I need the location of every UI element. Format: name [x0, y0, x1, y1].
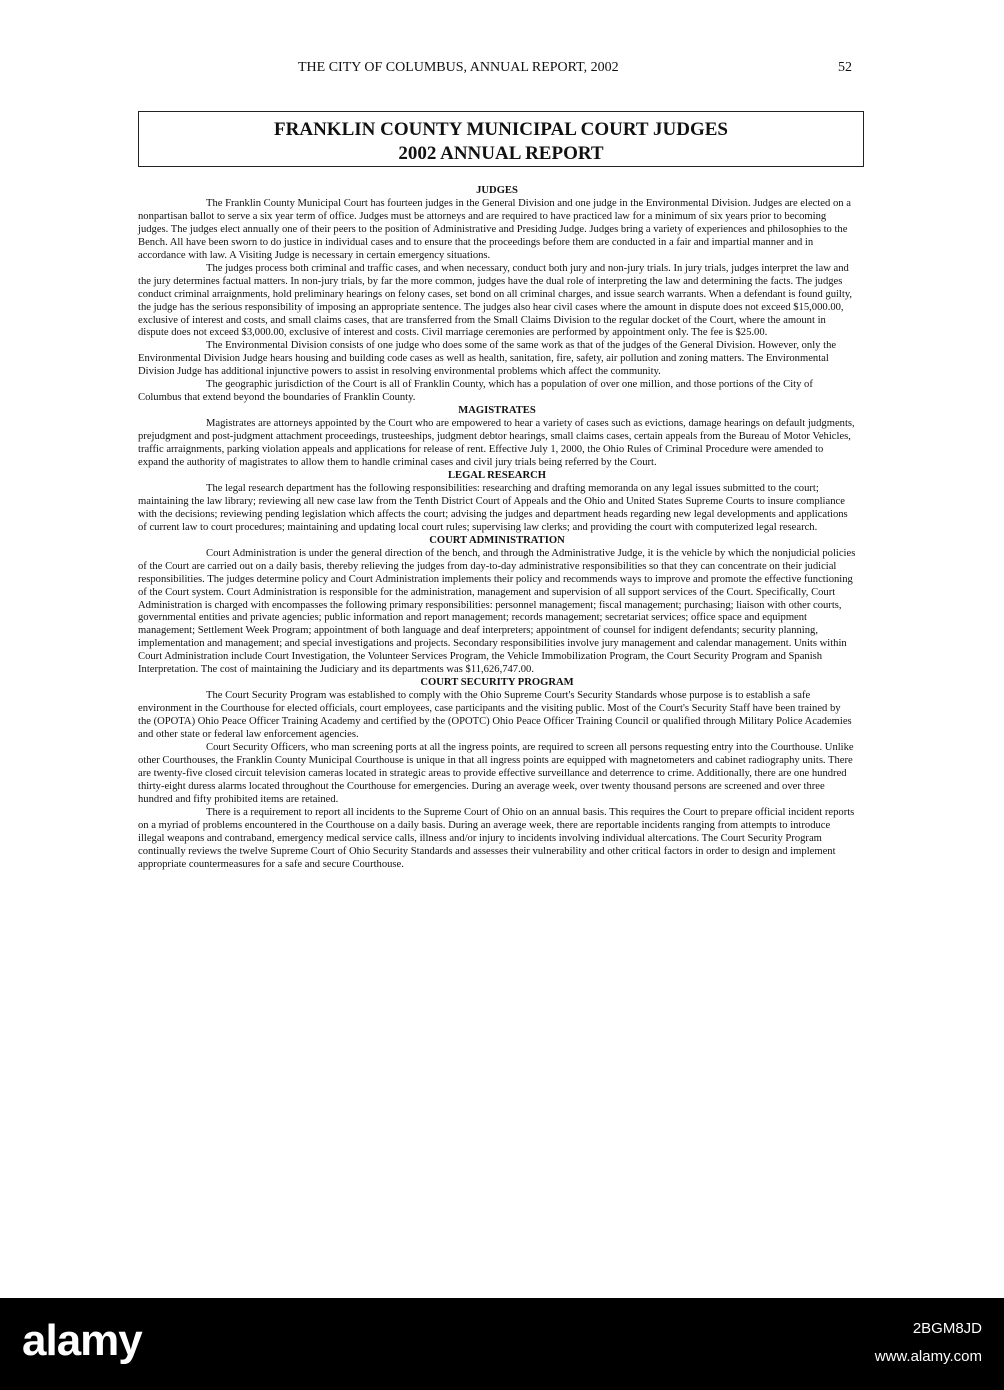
- paragraph: The geographic jurisdiction of the Court is all of Franklin County, which has a population of over one million, and those portions of the City of Columbus that extend beyond the boundaries of Franklin County.: [138, 379, 813, 404]
- paragraph: There is a requirement to report all incidents to the Supreme Court of Ohio on an annual basis. This requires the Court to prepare official incident reports on a myriad of problems encountered in the Courthouse on a daily basis. During an average week, there are reportable incidents ranging from attempts to introduce illegal weapons and contraband, emergency medical service calls, illness and/or injury to incidents involving individual altercations. The Court Security Program continually reviews the twelve Supreme Court of Ohio Security Standards and assesses their vulnerability and other critical factors in order to design and implement appropriate countermeasures for a safe and secure Courthouse.: [138, 806, 855, 870]
- paragraph: Court Administration is under the general direction of the bench, and through the Administrative Judge, it is the vehicle by which the nonjudicial policies of the Court are carried out on a daily basis, thereby relieving the judges from day-to-day administrative responsibilities so that they can concentrate on their judicial responsibilities. The judges determine policy and Court Administration implements their policy and recommends ways to improve and promote the effective functioning of the Court system. Court Administration is responsible for the administration, management and supervision of all support services of the Court. Specifically, Court Administration is charged with encompasses the following primary responsibilities: personnel management; fiscal management; purchasing; liaison with other courts, governmental entities and private agencies; public information and report management; records management; secretariat services; office space and equipment management; Settlement Week Program; appointment of both language and deaf interpreters; appointment of counsel for indigent defendants; security planning, implementation and management; and special investigations and projects. Secondary responsibilities involve jury management and calendar management. Units within Court Administration include Court Investigation, the Volunteer Services Program, the Vehicle Immobilization Program, the Court Security Program and Spanish Interpretation. The cost of maintaining the Judiciary and its departments was $11,626,747.00.: [138, 547, 856, 676]
- section-court-security-program: [138, 677, 856, 871]
- site-url: www.alamy.com: [874, 1348, 982, 1365]
- paragraph: The Franklin County Municipal Court has fourteen judges in the General Division and one judge in the Environmental Division. Judges are elected on a nonpartisan ballot to serve a six year term of office. Judges must be attorneys and are required to have practiced law for a minimum of six years prior to becoming judges. The judges elect annually one of their peers to the position of Administrative and Presiding Judge. Judges bring a variety of experiences and philosophies to the Bench. All have been sworn to do justice in individual cases and to ensure that the proceedings before them are conducted in a fair and impartial manner and in accordance with law. A Visiting Judge is necessary in certain emergency situations.: [138, 197, 851, 261]
- paragraph: The judges process both criminal and traffic cases, and when necessary, conduct both jury and non-jury trials. In jury trials, judges interpret the law and the jury determines factual matters. In non-jury trials, by far the more common, judges have the dual role of interpreting the law and determining the facts. The judges conduct criminal arraignments, hold preliminary hearings on felony cases, set bond on all criminal charges, and issue search warrants. When a defendant is found guilty, the judge has the serious responsibility of imposing an appropriate sentence. The judges also hear civil cases where the amount in dispute does not exceed $15,000.00, exclusive of interest and costs, and small claims cases, that are transferred from the Small Claims Division to the regular docket of the Court, where the amount in dispute does not exceed $3,000.00, exclusive of interest and costs. Civil marriage ceremonies are performed by appointment only. The fee is $25.00.: [138, 262, 853, 339]
- title-box: [138, 111, 864, 167]
- section-magistrates: [138, 405, 856, 470]
- section-judges: [138, 185, 856, 405]
- running-title: THE CITY OF COLUMBUS, ANNUAL REPORT, 2002: [298, 60, 619, 75]
- paragraph: The Environmental Division consists of one judge who does some of the same work as that of the judges of the General Division. However, only the Environmental Division Judge hears housing and building code cases as well as health, sanitation, fire, safety, air pollution and zoning matters. The Environmental Division Judge has additional injunctive powers to assist in resolving environmental problems which affect the community.: [138, 340, 837, 378]
- section-court-administration: [138, 535, 856, 677]
- title-line-1: FRANKLIN COUNTY MUNICIPAL COURT JUDGES: [274, 119, 728, 140]
- section-heading-magistrates: MAGISTRATES: [458, 405, 536, 417]
- section-legal-research: [138, 470, 856, 535]
- section-heading-court-administration: COURT ADMINISTRATION: [429, 534, 565, 546]
- paragraph: The legal research department has the following responsibilities: researching and drafting memoranda on any legal issues submitted to the court; maintaining the law library; reviewing all new case law from the Tenth District Court of Appeals and the Ohio and United States Supreme Courts to insure compliance with the decisions; reviewing pending legislation which affects the court; advising the judges and department heads regarding new legal developments and applications of current law to court procedures; maintaining and updating local court rules; supervising law clerks; and providing the court with computerized legal research.: [138, 482, 848, 533]
- paragraph: Magistrates are attorneys appointed by the Court who are empowered to hear a variety of cases such as evictions, damage hearings on default judgments, prejudgment and post-judgment attachment proceedings, trusteeships, judgment debtor hearings, small claims cases, certain appeals from the Bureau of Motor Vehicles, traffic arraignments, parking violation appeals and applications for release of rent. Effective July 1, 2000, the Ohio Rules of Criminal Procedure were amended to expand the authority of magistrates to allow them to handle criminal cases and civil jury trials being referred by the Court.: [138, 418, 855, 469]
- section-heading-court-security-program: COURT SECURITY PROGRAM: [420, 677, 574, 689]
- page-number: 52: [838, 60, 852, 75]
- title-line-2: 2002 ANNUAL REPORT: [398, 143, 604, 164]
- alamy-logo: alamy: [22, 1316, 142, 1365]
- report-body: [138, 185, 856, 872]
- image-id: 2BGM8JD: [912, 1320, 982, 1337]
- paragraph: The Court Security Program was established to comply with the Ohio Supreme Court's Security Standards whose purpose is to establish a safe environment in the Courthouse for elected officials, court employees, case participants and the visiting public. Most of the Court's Security Staff have been trained by the (OPOTA) Ohio Peace Officer Training Academy and certified by the (OPOTC) Ohio Peace Officer Training Council or qualified through Military Police Academies and other state or federal law enforcement agencies.: [138, 690, 852, 741]
- section-heading-legal-research: LEGAL RESEARCH: [447, 469, 547, 481]
- section-heading-judges: JUDGES: [476, 185, 518, 196]
- paragraph: Court Security Officers, who man screening ports at all the ingress points, are required to screen all persons requesting entry into the Courthouse. Unlike other Courthouses, the Franklin County Municipal Courthouse is unique in that all ingress points are equipped with magnetometers and cabinet radiography units. There are twenty-five closed circuit television cameras located in strategic areas to provide effective surveillance and deterrence to crime. Additionally, there are one hundred thirty-eight duress alarms located throughout the Courthouse for emergencies. During an average week, over twenty thousand persons are screened and over three hundred and fifty prohibited items are retained.: [138, 741, 854, 805]
- stock-watermark-bar: [0, 1298, 1004, 1390]
